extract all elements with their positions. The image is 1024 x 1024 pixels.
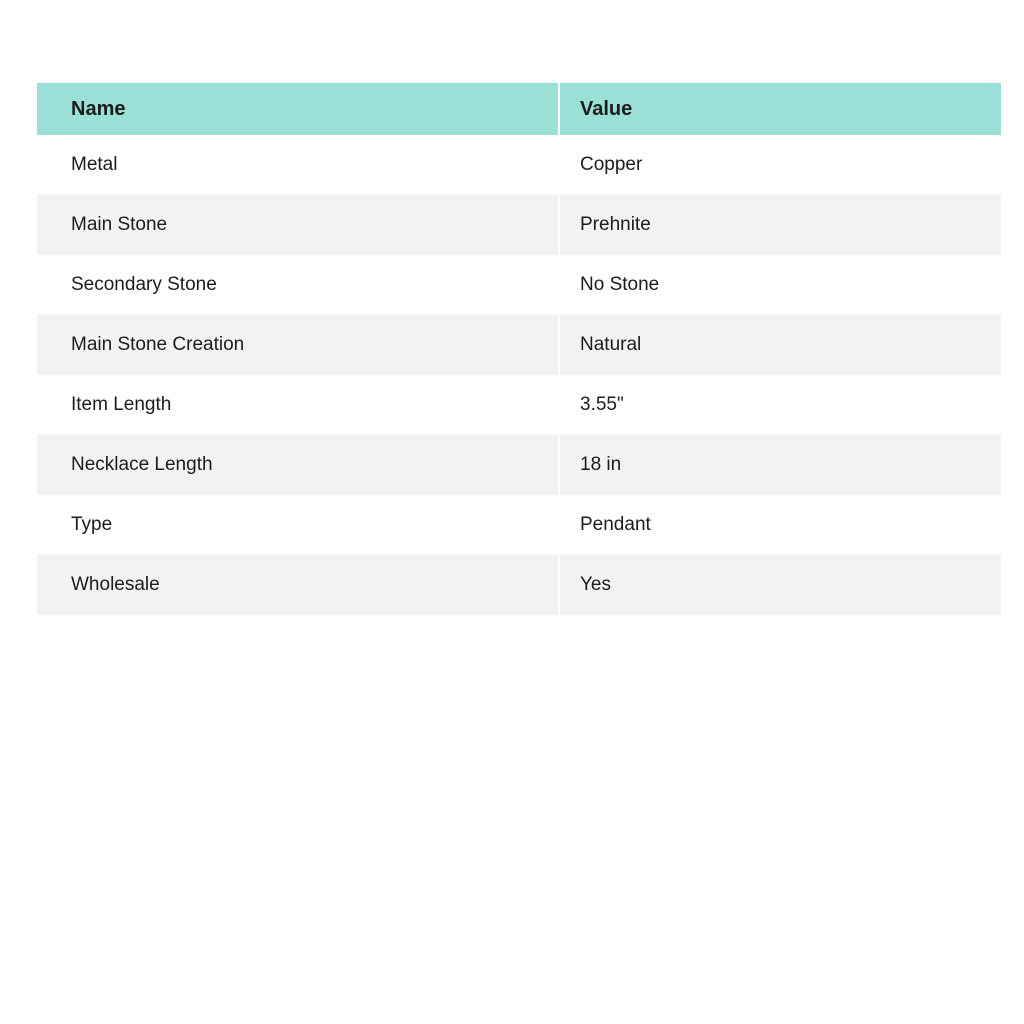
spec-name-cell: Type [37, 495, 560, 555]
product-specs-table [37, 83, 1001, 615]
table-row [37, 375, 1001, 435]
spec-value-cell: No Stone [560, 255, 1001, 315]
table-row [37, 435, 1001, 495]
spec-name-cell: Main Stone Creation [37, 315, 560, 375]
table-row [37, 135, 1001, 195]
table-row [37, 255, 1001, 315]
column-header-value: Value [560, 83, 1001, 135]
spec-name-cell: Metal [37, 135, 560, 195]
spec-name-cell: Item Length [37, 375, 560, 435]
table-row [37, 495, 1001, 555]
spec-value-cell: 18 in [560, 435, 1001, 495]
column-header-name: Name [37, 83, 560, 135]
spec-value-cell: 3.55" [560, 375, 1001, 435]
spec-value-cell: Prehnite [560, 195, 1001, 255]
spec-value-cell: Natural [560, 315, 1001, 375]
table-header-row [37, 83, 1001, 135]
table-row [37, 315, 1001, 375]
table-row [37, 555, 1001, 615]
spec-name-cell: Wholesale [37, 555, 560, 615]
spec-value-cell: Copper [560, 135, 1001, 195]
spec-value-cell: Pendant [560, 495, 1001, 555]
spec-value-cell: Yes [560, 555, 1001, 615]
table-body [37, 135, 1001, 615]
spec-name-cell: Main Stone [37, 195, 560, 255]
spec-name-cell: Secondary Stone [37, 255, 560, 315]
spec-name-cell: Necklace Length [37, 435, 560, 495]
table-header [37, 83, 1001, 135]
table-row [37, 195, 1001, 255]
